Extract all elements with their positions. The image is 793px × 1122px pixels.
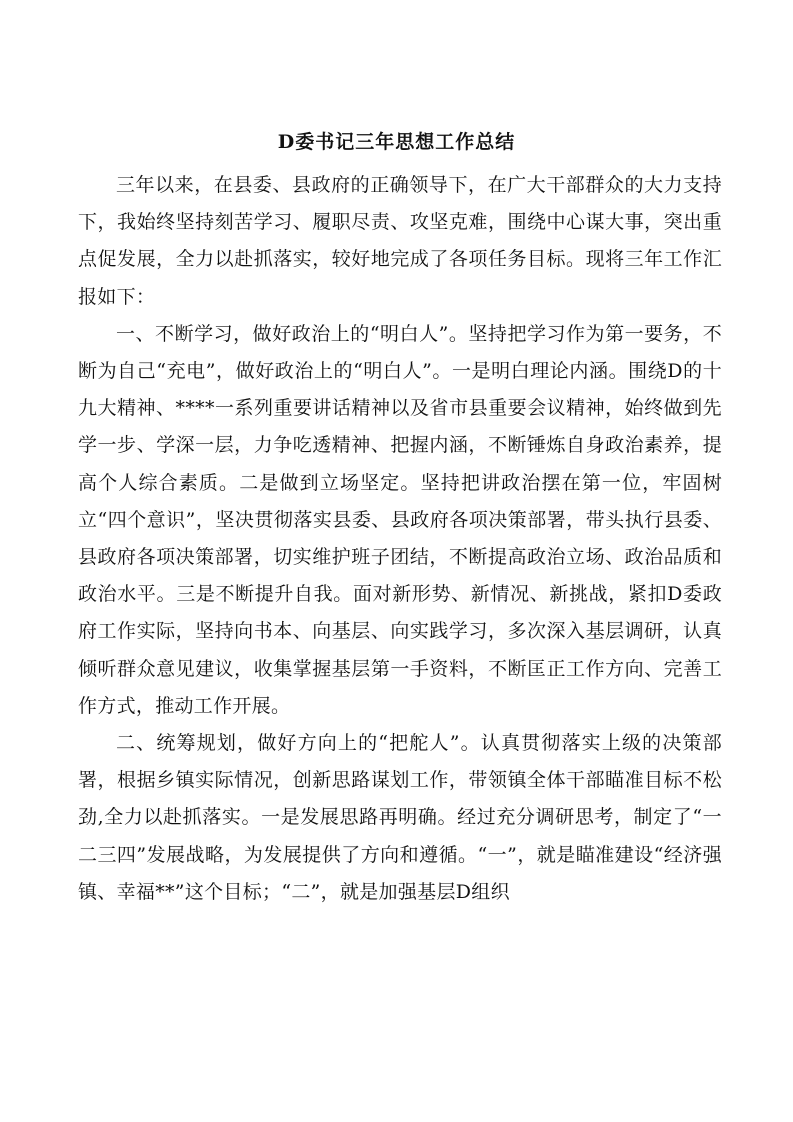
paragraph-intro: 三年以来，在县委、县政府的正确领导下，在广大干部群众的大力支持下，我始终坚持刻苦学习、履职尽责、攻坚克难，围绕中心谋大事，突出重点促发展，全力以赴抓落实，较好地完成了各项任务目标。现将三年工作汇报如下： (78, 174, 722, 308)
document-title: D委书记三年思想工作总结 (277, 130, 516, 153)
paragraph-section-one: 一、不断学习，做好政治上的“明白人”。坚持把学习作为第一要务，不断为自己“充电”，做好政治上的“明白人”。一是明白理论内涵。围绕D的十九大精神、****一系列重要讲话精神以及省市县重要会议精神，始终做到先学一步、学深一层，力争吃透精神、把握内涵，不断锤炼自身政治素养，提高个人综合素质。二是做到立场坚定。坚持把讲政治摆在第一位，牢固树立“四个意识”，坚决贯彻落实县委、县政府各项决策部署，带头执行县委、县政府各项决策部署，切实维护班子团结，不断提高政治立场、政治品质和政治水平。三是不断提升自我。面对新形势、新情况、新挑战，紧扣D委政府工作实际，坚持向书本、向基层、向实践学习，多次深入基层调研，认真倾听群众意见建议，收集掌握基层第一手资料，不断匡正工作方向、完善工作方式，推动工作开展。 (78, 322, 722, 717)
paragraph-section-two: 二、统筹规划，做好方向上的“把舵人”。认真贯彻落实上级的决策部署，根据乡镇实际情况，创新思路谋划工作，带领镇全体干部瞄准目标不松劲,全力以赴抓落实。一是发展思路再明确。经过充分调研思考，制定了“一二三四”发展战略，为发展提供了方向和遵循。“一”，就是瞄准建设“经济强镇、幸福**”这个目标；“二”，就是加强基层D组织 (78, 732, 722, 903)
document-body (78, 167, 722, 911)
